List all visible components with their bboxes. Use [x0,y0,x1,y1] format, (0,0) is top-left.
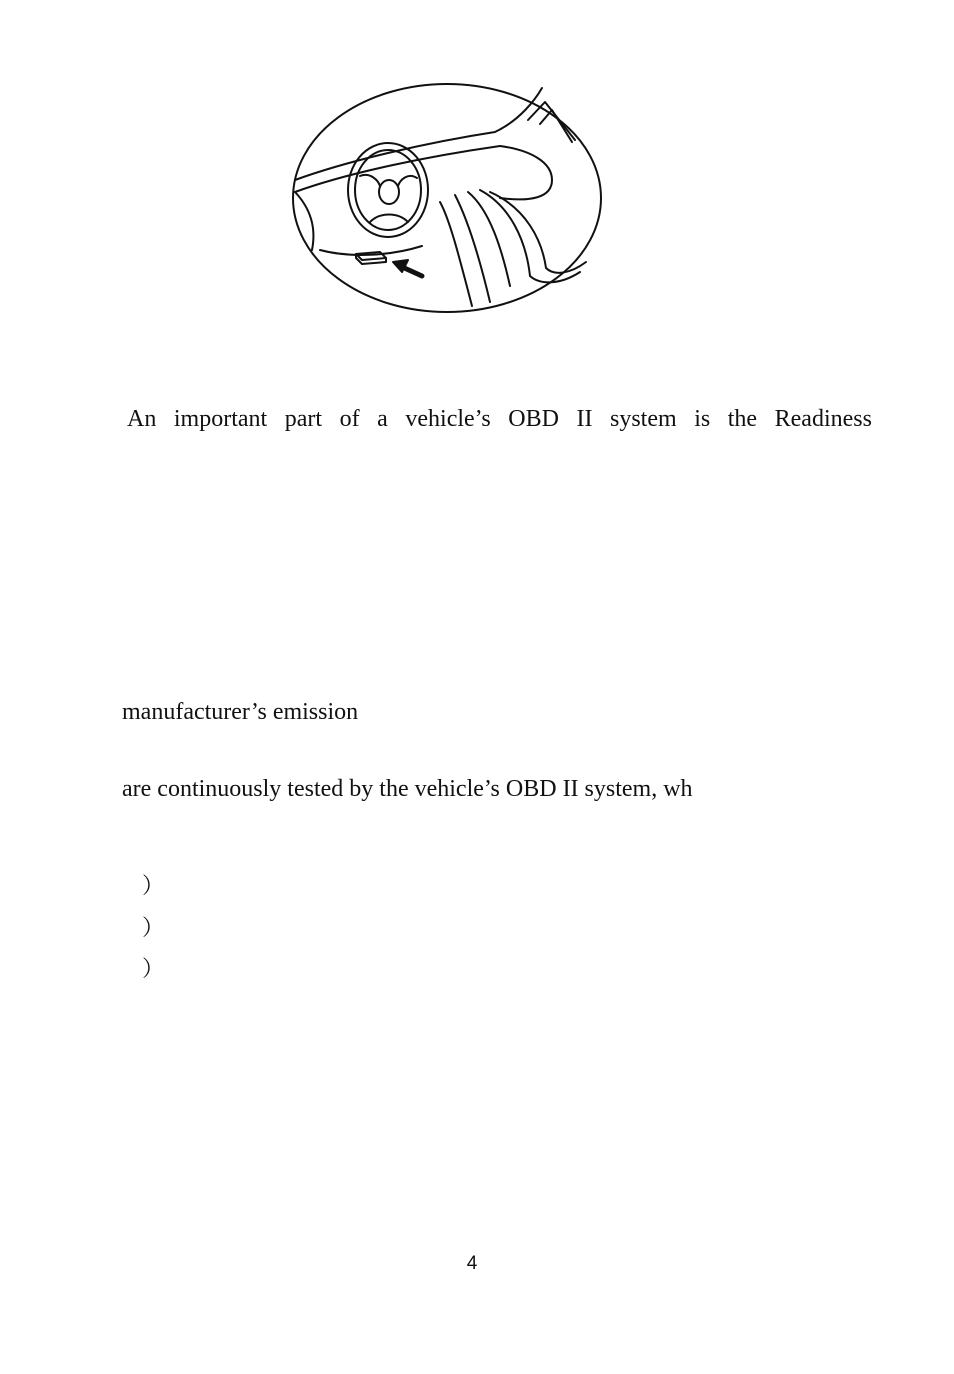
word: vehicle’s [405,406,491,432]
page-number: 4 [466,1253,478,1274]
emission-paragraph-line: manufacturer’s emission [122,699,359,725]
readiness-paragraph-line [127,404,872,434]
list-marker: ） [142,957,165,982]
word: system [609,406,677,432]
continuous-testing-paragraph-line: are continuously tested by the vehicle’s OBD II system, wh [122,776,693,802]
obd-port-illustration [290,80,604,316]
list-marker: ） [142,874,165,899]
car-dashboard-icon [290,80,604,316]
word: the [727,406,758,432]
word: important [173,406,268,432]
word: part [284,406,323,432]
list-marker: ） [142,916,165,941]
word: of [339,406,360,432]
word: Readiness [774,406,872,432]
word: is [694,406,711,432]
word: An [127,406,157,432]
word: II [576,406,593,432]
word: OBD [508,406,559,432]
word: a [377,406,388,432]
